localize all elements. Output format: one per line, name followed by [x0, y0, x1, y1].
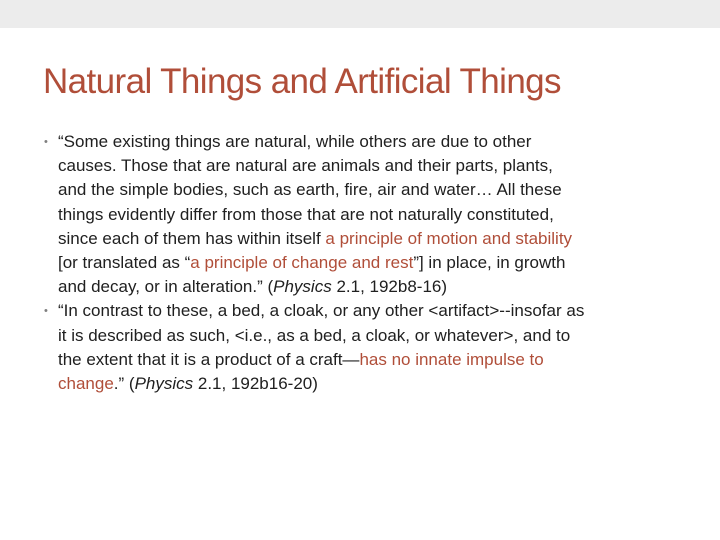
text-run: .” (: [113, 374, 135, 394]
highlighted-phrase: a principle of motion and stability: [325, 228, 573, 248]
text-run: the extent that it is a product of a craft—: [58, 349, 360, 369]
text-run: “Some existing things are natural, while others are due to other: [58, 132, 532, 151]
bullet-dot-icon: •: [44, 136, 48, 148]
bullet-list: [40, 130, 710, 396]
text-run: [or translated as “: [58, 253, 191, 273]
text-line: [58, 372, 710, 396]
text-run: and decay, or in alteration.” (: [58, 277, 274, 297]
text-run: and the simple bodies, such as earth, fire, air and water… All these: [58, 180, 562, 200]
text-line: [58, 348, 710, 372]
bullet-dot-icon: •: [44, 305, 48, 318]
highlighted-phrase: change: [58, 374, 114, 394]
slide-header-band: [0, 0, 720, 28]
text-line: [58, 227, 710, 251]
text-run: 2.1, 192b8-16): [331, 277, 448, 297]
text-run: ”] in place, in growth: [413, 253, 566, 273]
highlighted-phrase: has no innate impulse to: [359, 349, 544, 369]
text-line: [58, 178, 710, 202]
citation-title: Physics: [273, 277, 332, 297]
highlighted-phrase: a principle of change and rest: [190, 253, 414, 273]
text-line: [58, 299, 710, 323]
text-run: things evidently differ from those that are not naturally constituted,: [58, 204, 554, 224]
text-run: 2.1, 192b16-20): [193, 374, 318, 394]
slide-title: Natural Things and Artificial Things: [43, 62, 561, 101]
text-run: it is described as such, <i.e., as a bed, a cloak, or whatever>, and to: [58, 325, 571, 345]
bullet-item: [40, 299, 710, 396]
citation-title: Physics: [134, 374, 194, 394]
text-run: “In contrast to these, a bed, a cloak, or any other <artifact>--insofar as: [58, 301, 585, 321]
text-run: since each of them has within itself: [58, 228, 326, 248]
text-line: [58, 251, 710, 275]
text-line: [58, 324, 710, 348]
text-line: [58, 130, 710, 154]
text-line: [58, 154, 710, 178]
text-line: [58, 275, 710, 299]
text-line: [58, 203, 710, 227]
bullet-item: [40, 130, 710, 299]
text-run: causes. Those that are natural are animals and their parts, plants,: [58, 156, 553, 176]
